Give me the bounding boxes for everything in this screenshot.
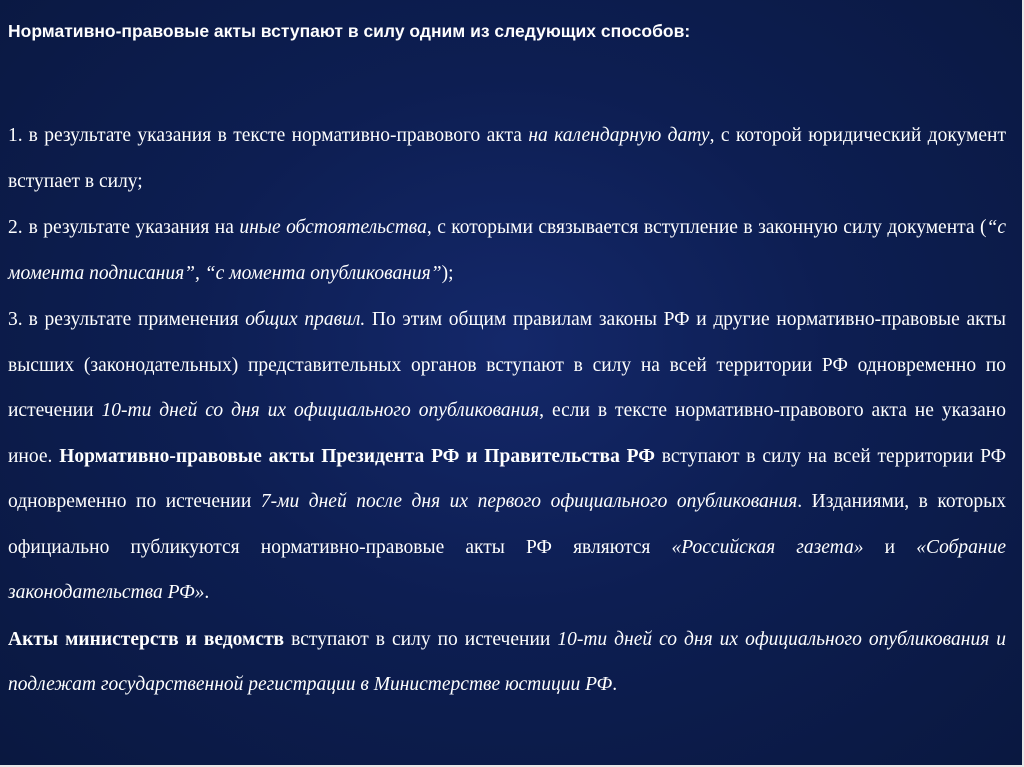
text-run: , с которыми связывается вступление в законную силу документа ( [426,217,987,238]
emphasis-text: “с момента подписания”, “с момента опубликования” [8,217,1006,284]
emphasis-text: «Собрание законодательства РФ» [8,536,1006,603]
emphasis-text: на календарную дату [528,125,710,146]
list-number: 3. [8,309,23,330]
list-number: 2. [8,217,23,238]
emphasis-text: 10-ти дней со дня их официального опубликования [101,400,540,421]
list-item-1 [8,113,1006,204]
text-run: . Изданиями, в которых официально публикуются нормативно-правовые акты РФ являются [8,491,1006,558]
text-run: , если в тексте нормативно-правового акта не указано иное. [8,400,1006,467]
emphasis-text: общих правил. [245,309,366,330]
list-number: 1. [8,125,23,146]
list-item-3 [8,297,1006,616]
emphasis-text: иные обстоятельства [239,217,427,238]
list-item-2 [8,205,1006,296]
text-run: . [204,582,210,603]
text-run: вступают в силу по истечении [284,628,558,650]
text-run: . [612,674,618,695]
text-run: в результате применения [28,309,246,330]
text-run: ); [441,262,454,284]
slide-title: Нормативно-правовые акты вступают в силу одним из следующих способов: [8,21,691,41]
emphasis-text: «Российская газета» [671,536,864,558]
text-run: в результате указания в тексте нормативно-правового акта [28,125,529,146]
emphasis-text: 10-ти дней со дня их официального опубликования и подлежат государственной регистрации в Министерстве юстиции РФ [8,628,1007,695]
text-run: По этим общим правилам законы РФ и другие нормативно-правовые акты высших (законодательных) представительных органов вступают в силу на всей территории РФ одновременно по истечении [8,309,1006,421]
bold-text: Нормативно-правовые акты Президента РФ и Правительства РФ [59,445,655,467]
bold-text: Акты министерств и ведомств [8,628,285,650]
emphasis-text: 7-ми дней после дня их первого официального опубликования [260,491,798,512]
text-run: , с которой юридический документ вступает в силу; [8,125,1006,192]
text-run: и [863,536,917,558]
text-run: в результате указания на [28,217,240,238]
paragraph-ministries [8,617,1006,708]
text-run: вступают в силу на всей территории РФ одновременно по истечении [8,445,1007,512]
